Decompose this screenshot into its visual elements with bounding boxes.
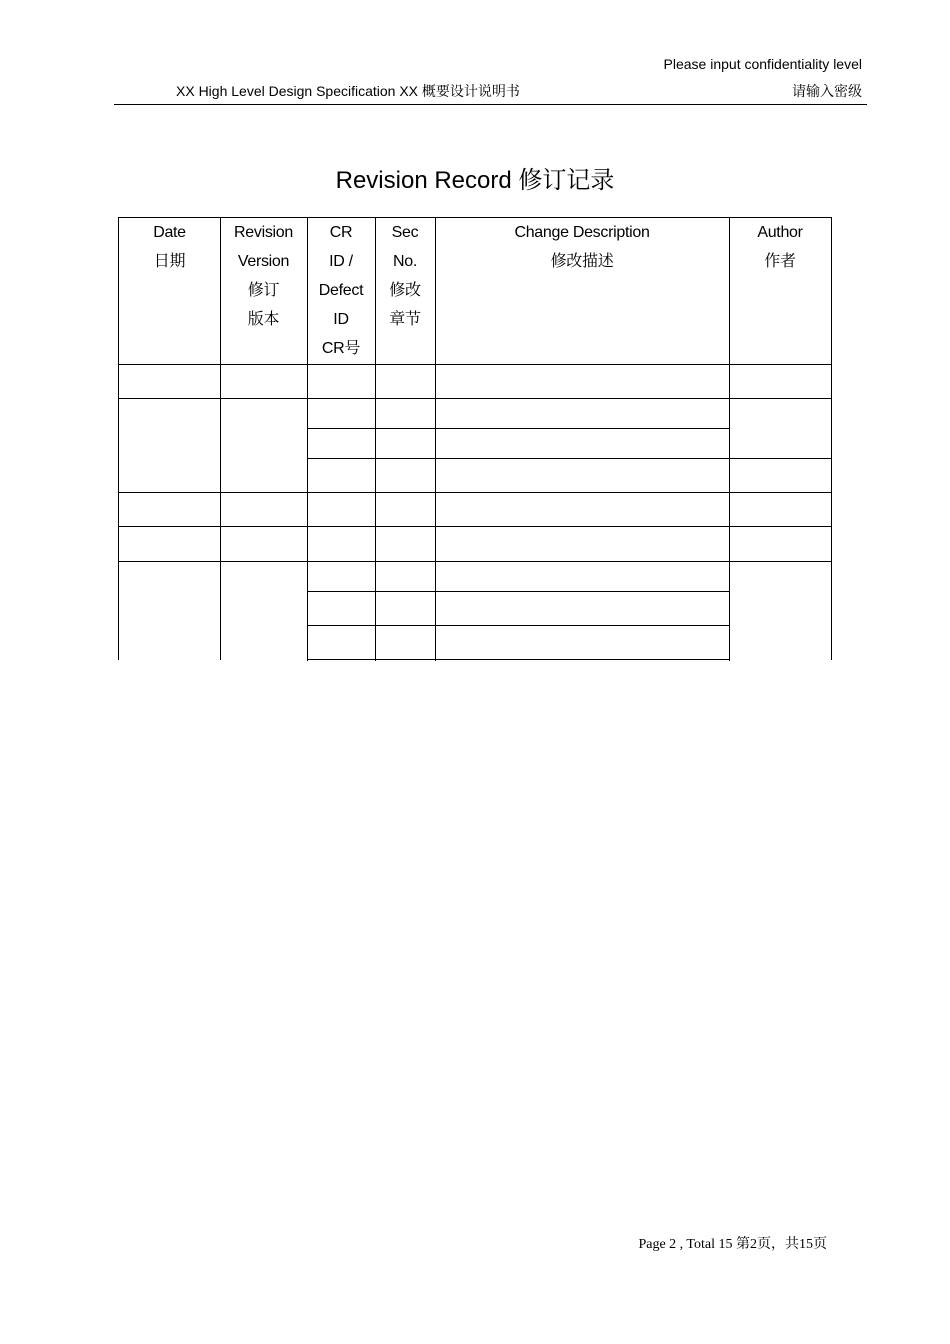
- column-header-revision-version: [220, 218, 307, 334]
- row-divider: [118, 526, 832, 527]
- table-cell[interactable]: [730, 365, 831, 398]
- column-divider: [729, 217, 730, 661]
- column-header-line: ID: [333, 311, 349, 328]
- column-header-line: Defect: [318, 282, 364, 299]
- column-header-author: [729, 218, 831, 276]
- row-divider: [118, 398, 832, 399]
- column-header-line: Revision: [234, 224, 293, 241]
- column-header-date-cn: 日期: [153, 253, 186, 270]
- column-divider: [220, 217, 221, 660]
- column-header-line: 作者: [764, 253, 796, 270]
- column-header-date-en: Date: [153, 224, 186, 241]
- page-footer: Page 2 , Total 15 第2页，共15页: [638, 1237, 827, 1252]
- column-divider: [307, 217, 308, 661]
- column-header-line: 修改: [389, 282, 421, 299]
- table-cell[interactable]: [308, 365, 375, 398]
- page-title: Revision Record 修订记录: [335, 167, 615, 194]
- column-header-line: Author: [757, 224, 803, 241]
- column-header-line: No.: [393, 253, 417, 270]
- table-border-top: [118, 217, 832, 218]
- column-header-line: Change Description: [514, 224, 650, 241]
- sub-row-divider: [307, 591, 730, 592]
- confidentiality-level-en: Please input confidentiality level: [663, 56, 862, 72]
- column-header-line: 章节: [389, 311, 421, 328]
- table-cell[interactable]: [221, 365, 307, 398]
- table-cell[interactable]: [376, 365, 435, 398]
- row-divider: [118, 492, 832, 493]
- row-divider: [118, 561, 832, 562]
- table-border-right: [831, 217, 832, 660]
- column-header-cr-id: [307, 218, 375, 363]
- column-header-date: [119, 218, 220, 276]
- column-header-line: 修改描述: [550, 253, 614, 270]
- column-header-line: 修订: [247, 282, 280, 299]
- row-divider: [118, 364, 832, 365]
- column-header-sec-no: [375, 218, 435, 334]
- column-header-change-description: [435, 218, 729, 276]
- confidentiality-level-cn: 请输入密级: [792, 85, 862, 100]
- sub-row-divider: [307, 659, 730, 660]
- sub-row-divider: [307, 625, 730, 626]
- column-divider: [375, 217, 376, 661]
- column-header-line: Version: [237, 253, 290, 270]
- table-border-left: [118, 217, 119, 660]
- column-header-line: CR号: [321, 340, 361, 357]
- sub-row-divider: [307, 428, 730, 429]
- table-cell[interactable]: [436, 365, 729, 398]
- column-header-line: 版本: [247, 311, 280, 328]
- column-divider: [435, 217, 436, 661]
- column-header-line: CR: [329, 224, 353, 241]
- column-header-line: ID /: [329, 253, 353, 270]
- sub-row-divider: [307, 458, 832, 459]
- column-header-line: Sec: [391, 224, 419, 241]
- table-cell[interactable]: [120, 365, 220, 398]
- document-header-title: XX High Level Design Specification XX 概要设计说明书: [176, 83, 520, 99]
